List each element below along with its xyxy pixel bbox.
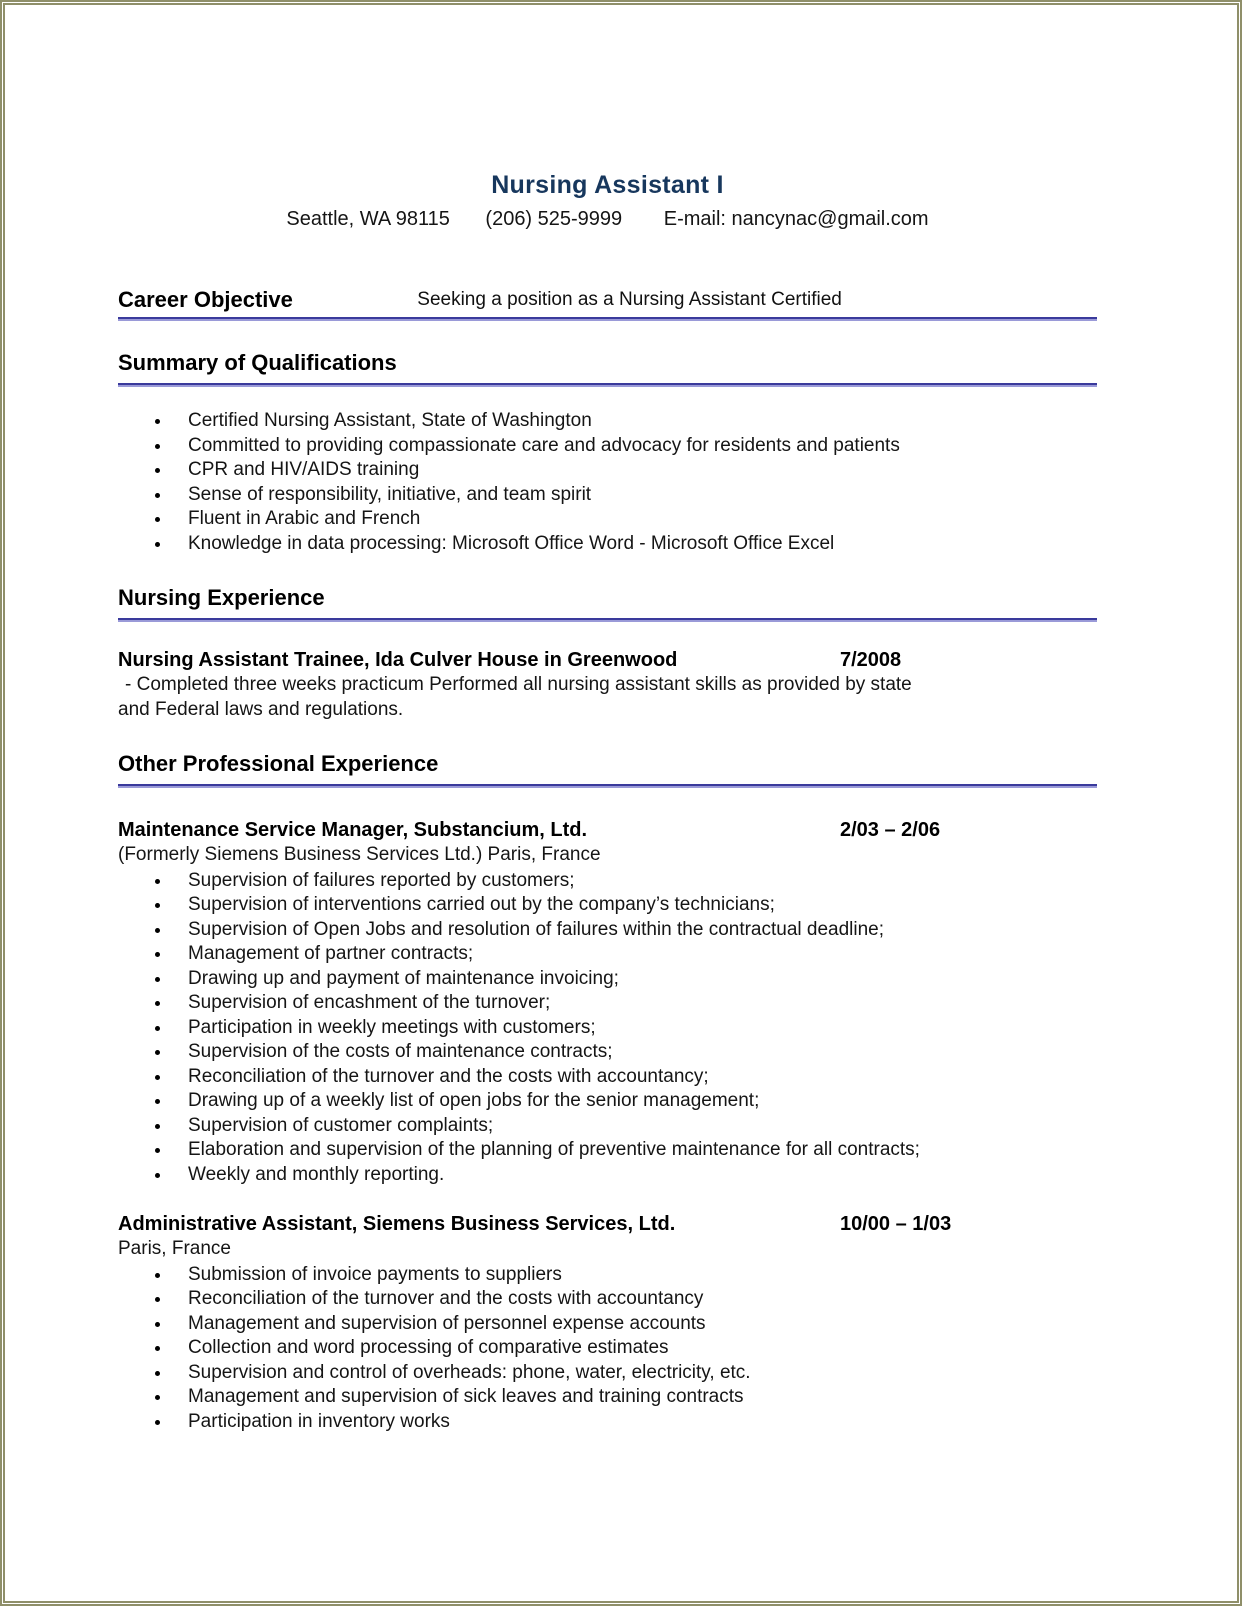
job-header xyxy=(118,648,1097,673)
job-date: 2/03 – 2/06 xyxy=(840,819,941,841)
list-item: Supervision of Open Jobs and resolution of failures within the contractual deadline; xyxy=(118,918,1097,943)
list-item: Supervision of encashment of the turnover; xyxy=(118,991,1097,1016)
list-item: Reconciliation of the turnover and the costs with accountancy; xyxy=(118,1065,1097,1090)
job-date: 7/2008 xyxy=(840,649,902,671)
job-subtitle: (Formerly Siemens Business Services Ltd.) Paris, France xyxy=(118,844,601,865)
job-subtitle: Paris, France xyxy=(118,1238,231,1259)
job-bullet-list xyxy=(118,1263,1097,1435)
list-item: Participation in inventory works xyxy=(118,1410,1097,1435)
job-bullet-list xyxy=(118,869,1097,1188)
list-item: Supervision of interventions carried out by the company’s technicians; xyxy=(118,893,1097,918)
summary-heading: Summary of Qualifications xyxy=(118,350,397,375)
list-item: Supervision of the costs of maintenance contracts; xyxy=(118,1040,1097,1065)
list-item: Management and supervision of personnel expense accounts xyxy=(118,1312,1097,1337)
career-objective-row xyxy=(118,286,1097,313)
contact-line xyxy=(118,206,1097,232)
list-item: Weekly and monthly reporting. xyxy=(118,1163,1097,1188)
job-title: Nursing Assistant Trainee, Ida Culver House in Greenwood xyxy=(118,649,678,671)
list-item: Submission of invoice payments to suppliers xyxy=(118,1263,1097,1288)
list-item: Collection and word processing of comparative estimates xyxy=(118,1336,1097,1361)
list-item: Certified Nursing Assistant, State of Washington xyxy=(118,409,1097,434)
list-item: Committed to providing compassionate care and advocacy for residents and patients xyxy=(118,434,1097,459)
list-item: CPR and HIV/AIDS training xyxy=(118,458,1097,483)
job-header xyxy=(118,1212,1097,1237)
list-item: Supervision of customer complaints; xyxy=(118,1114,1097,1139)
contact-email: E-mail: nancynac@gmail.com xyxy=(663,208,929,230)
list-item: Knowledge in data processing: Microsoft Office Word - Microsoft Office Excel xyxy=(118,532,1097,557)
summary-list xyxy=(118,409,1097,556)
resume-content xyxy=(5,170,1237,1434)
list-item: Sense of responsibility, initiative, and team spirit xyxy=(118,483,1097,508)
job-header xyxy=(118,818,1097,843)
page-title: Nursing Assistant I xyxy=(491,171,724,199)
job-title: Administrative Assistant, Siemens Business Services, Ltd. xyxy=(118,1213,676,1235)
nursing-experience-heading: Nursing Experience xyxy=(118,585,325,610)
contact-location: Seattle, WA 98115 xyxy=(286,208,450,230)
list-item: Reconciliation of the turnover and the costs with accountancy xyxy=(118,1287,1097,1312)
list-item: Management and supervision of sick leaves and training contracts xyxy=(118,1385,1097,1410)
contact-phone: (206) 525-9999 xyxy=(485,208,623,230)
list-item: Fluent in Arabic and French xyxy=(118,507,1097,532)
job-description-line: - Completed three weeks practicum Performed all nursing assistant skills as provided by state xyxy=(125,674,912,695)
job-description-line: and Federal laws and regulations. xyxy=(118,698,404,720)
list-item: Supervision of failures reported by customers; xyxy=(118,869,1097,894)
job-title: Maintenance Service Manager, Substancium, Ltd. xyxy=(118,819,588,841)
section-rule xyxy=(118,383,1097,387)
list-item: Participation in weekly meetings with customers; xyxy=(118,1016,1097,1041)
section-rule xyxy=(118,317,1097,321)
section-rule xyxy=(118,784,1097,788)
list-item: Elaboration and supervision of the planning of preventive maintenance for all contracts; xyxy=(118,1138,1097,1163)
career-objective-heading: Career Objective xyxy=(118,287,293,312)
list-item: Supervision and control of overheads: phone, water, electricity, etc. xyxy=(118,1361,1097,1386)
list-item: Drawing up of a weekly list of open jobs for the senior management; xyxy=(118,1089,1097,1114)
section-rule xyxy=(118,618,1097,622)
job-date: 10/00 – 1/03 xyxy=(840,1213,952,1235)
other-experience-heading: Other Professional Experience xyxy=(118,751,439,776)
list-item: Management of partner contracts; xyxy=(118,942,1097,967)
list-item: Drawing up and payment of maintenance invoicing; xyxy=(118,967,1097,992)
career-objective-text: Seeking a position as a Nursing Assistant Certified xyxy=(417,289,842,310)
